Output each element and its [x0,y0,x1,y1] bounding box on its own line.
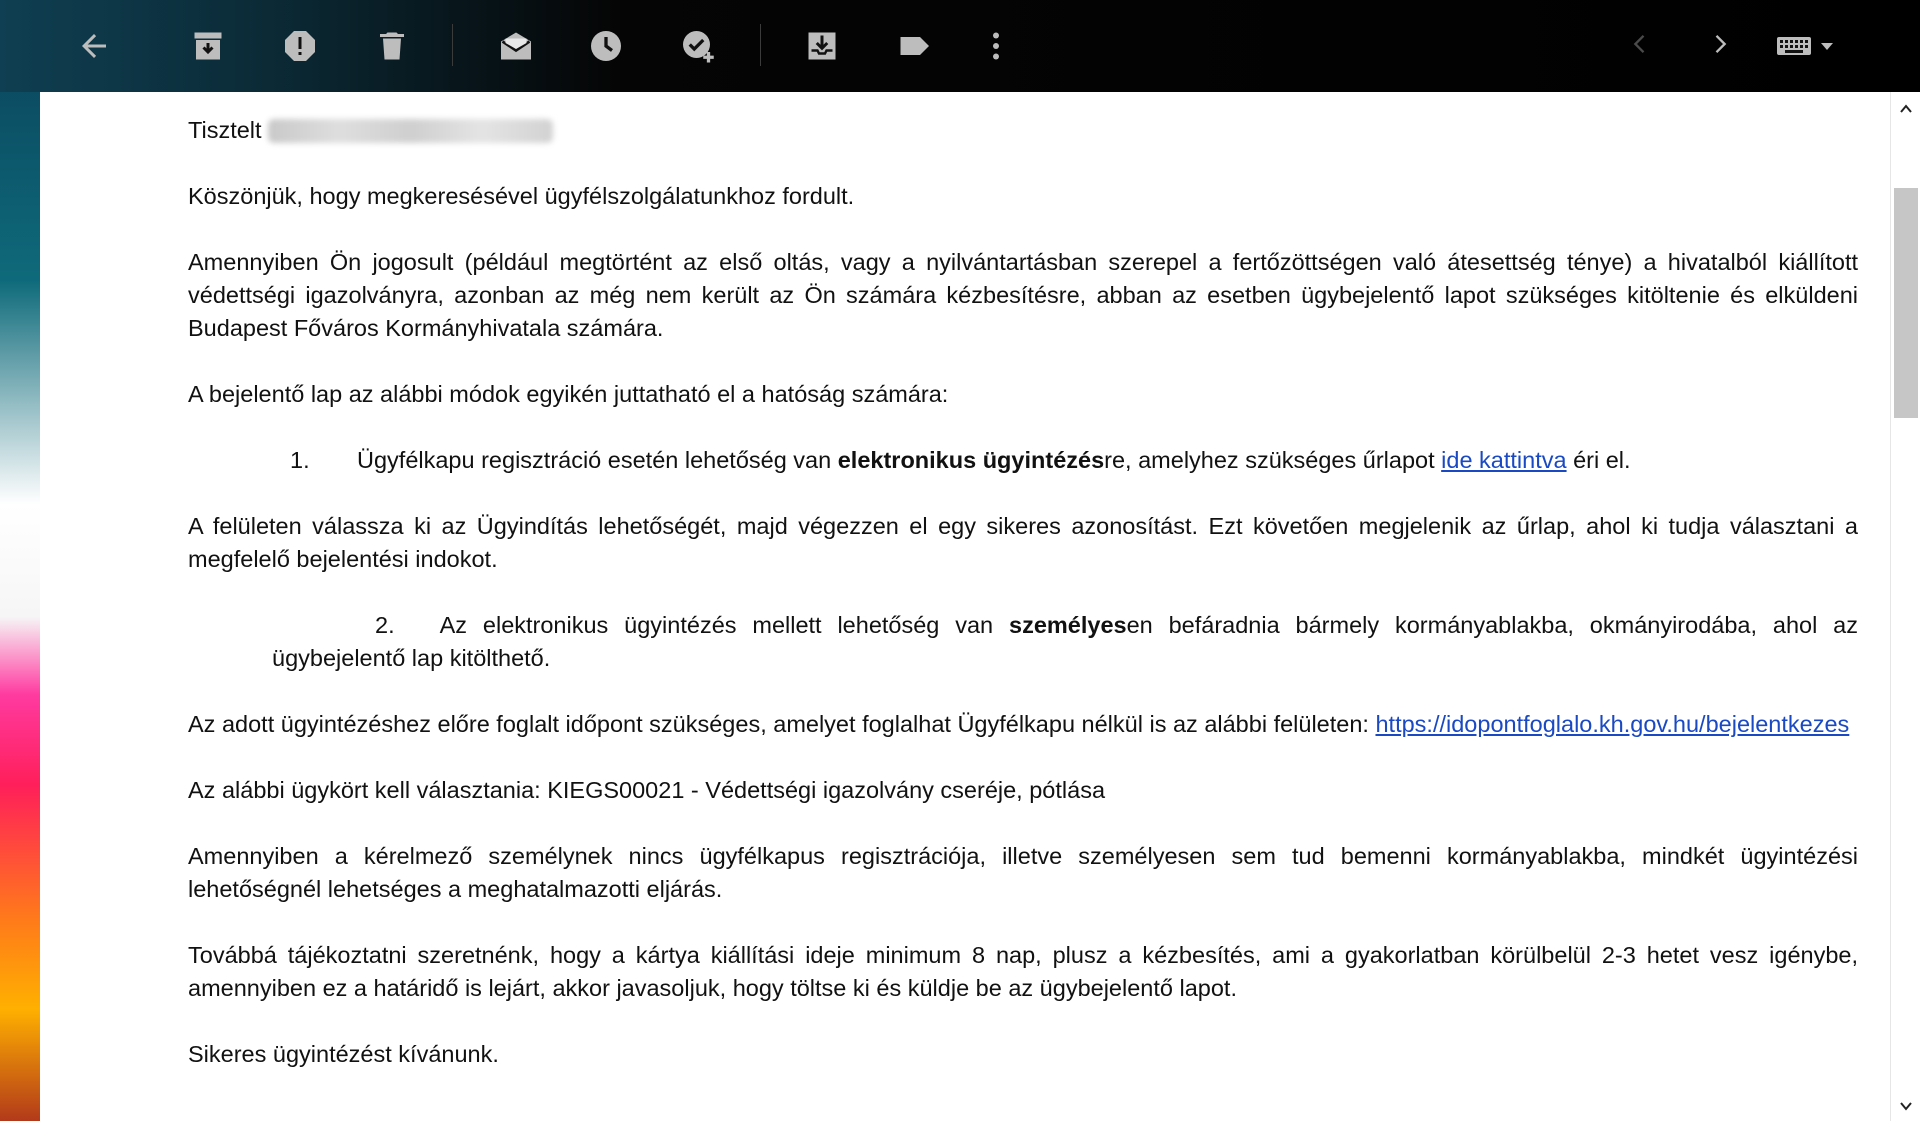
trash-icon [374,28,410,64]
snooze-icon [588,28,624,64]
bold-in-person: személyes [1009,612,1127,638]
mark-unread-button[interactable] [492,22,540,70]
report-spam-icon [282,28,318,64]
list-number: 1. [290,447,310,473]
list-item-text-part: éri el. [1566,447,1631,473]
paragraph-closing: Sikeres ügyintézést kívánunk. [188,1041,499,1067]
list-item-text-part: Ügyfélkapu regisztráció esetén lehetőség van [357,447,838,473]
archive-button[interactable] [184,22,232,70]
email-scrollbar[interactable] [1890,92,1920,1121]
appointment-text: Az adott ügyintézéshez előre foglalt időpont szükséges, amelyet foglalhat Ügyfélkapu nélkül is az alábbi felületen: [188,711,1376,737]
paragraph-eligibility: Amennyiben Ön jogosult (például megtörtént az első oltás, vagy a nyilvántartásban szerepel a fertőzöttségen való átesettség ténye) a hivatalból kiállított védettségi igazolványra, azonban az még nem került az Ön számára kézbesítésre, abban az esetben ügybejelentő lapot szükséges kitöltenie és elküldeni Budapest Főváros Kormányhivatala számára. [188,249,1858,341]
list-item-electronic [188,444,1858,477]
list-item-text [357,444,1858,477]
list-item-text-part: en befáradnia bármely kormányablakba, okmányirodába, ahol az ügybejelentő lap kitölthető. [272,612,1858,671]
snooze-button[interactable] [582,22,630,70]
scrollbar-thumb[interactable] [1894,188,1918,418]
paragraph-case-type: Az alábbi ügykört kell választania: KIEGS00021 - Védettségi igazolvány cseréje, pótlása [188,777,1106,803]
greeting-text: Tisztelt [188,117,262,143]
more-button[interactable] [972,22,1020,70]
paragraph-instructions: A felületen válassza ki az Ügyindítás lehetőségét, majd végezzen el egy sikeres azonosítást. Ezt követően megjelenik az űrlap, ahol ki tudja választani a megfelelő bejelentési indokot. [188,513,1858,572]
input-tools-button[interactable] [1776,26,1842,66]
newer-button[interactable] [1622,24,1658,64]
back-arrow-icon [76,28,112,64]
add-task-icon [680,28,716,64]
toolbar-separator [760,24,761,66]
move-to-icon [804,28,840,64]
paragraph-authorization: Amennyiben a kérelmező személynek nincs ügyfélkapus regisztrációja, illetve személyesen sem tud bemenni kormányablakba, mindkét ügyintézési lehetőségnél lehetséges a meghatalmazotti eljárás. [188,843,1858,902]
caret-down-icon [1820,41,1834,51]
label-icon [896,28,932,64]
archive-icon [190,28,226,64]
list-item-text [272,609,1858,675]
email-message-body [188,114,1858,1104]
email-body-pane [40,92,1890,1121]
paragraph-appointment [188,708,1858,741]
bold-electronic-admin: elektronikus ügyintézés [837,447,1105,473]
paragraph-processing-time: Továbbá tájékoztatni szeretnénk, hogy a kártya kiállítási ideje minimum 8 nap, plusz a kézbesítés, ami a gyakorlatban körülbelül 2-3 hetet vesz igénybe, amennyiben ez a határidő is lejárt, akkor javasoljuk, hogy töltse ki és küldje be az ügybejelentő lapot. [188,942,1858,1001]
list-item-text-part: re, amelyhez szükséges űrlapot [1104,447,1442,473]
older-button[interactable] [1702,24,1738,64]
paragraph-submission-methods: A bejelentő lap az alábbi módok egyikén juttatható el a hatóság számára: [188,381,949,407]
add-to-tasks-button[interactable] [674,22,722,70]
chevron-left-icon [1626,30,1654,58]
delete-button[interactable] [368,22,416,70]
email-toolbar [0,0,1920,92]
move-to-button[interactable] [798,22,846,70]
mark-unread-icon [498,28,534,64]
labels-button[interactable] [890,22,938,70]
chevron-right-icon [1706,30,1734,58]
redacted-recipient-name [268,119,553,143]
paragraph-thanks: Köszönjük, hogy megkeresésével ügyfélszolgálatunkhoz fordult. [188,183,855,209]
list-number: 2. [375,612,395,638]
toolbar-separator [452,24,453,66]
more-vert-icon [978,28,1014,64]
report-spam-button[interactable] [276,22,324,70]
form-link[interactable]: ide kattintva [1441,447,1567,473]
scroll-up-icon[interactable] [1899,102,1913,116]
appointment-booking-link[interactable]: https://idopontfoglalo.kh.gov.hu/bejelentkezes [1375,711,1850,737]
scroll-down-icon[interactable] [1899,1099,1913,1113]
back-button[interactable] [70,22,118,70]
list-item-text-part: Az elektronikus ügyintézés mellett lehetőség van [439,612,1009,638]
keyboard-icon [1776,34,1812,58]
desktop-background-left [0,0,40,1121]
list-item-in-person [188,609,1858,675]
greeting-line [188,114,1858,147]
